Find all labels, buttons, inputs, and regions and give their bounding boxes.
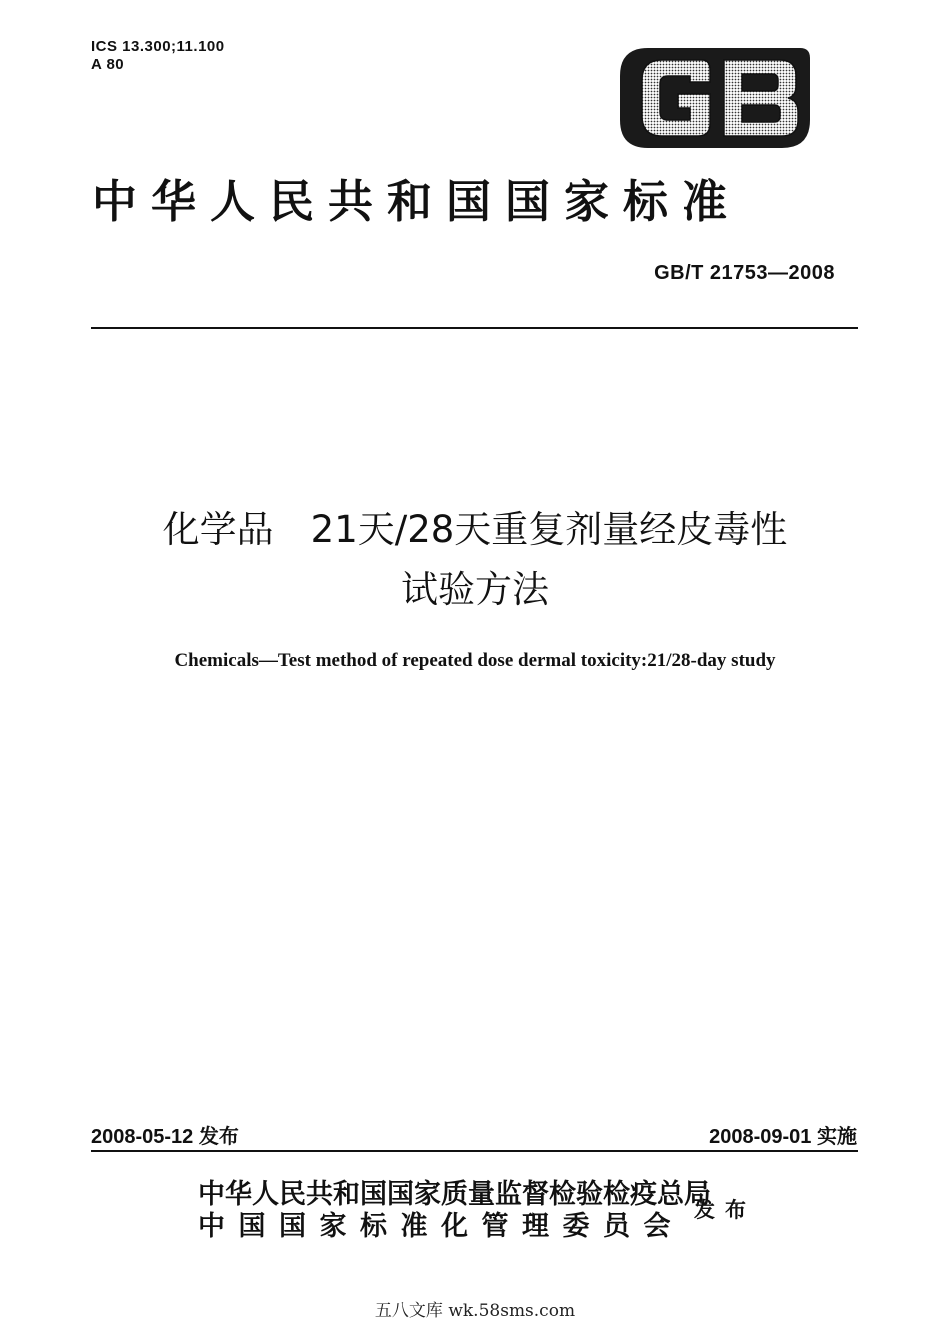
watermark-text: 五八文库 wk.58sms.com [374, 1301, 576, 1321]
footer-divider [91, 1150, 858, 1152]
document-title-cn-line1: 化学品 21天/28天重复剂量经皮毒性 [162, 508, 788, 551]
publish-label: 发布 [694, 1198, 756, 1222]
issuer-aqsiq: 中华人民共和国国家质量监督检验检疫总局 [198, 1179, 711, 1210]
gb-logo-icon [620, 48, 810, 148]
standard-number: GB/T 21753—2008 [654, 262, 835, 284]
issuer-sac: 中国国家标准化管理委员会 [198, 1211, 684, 1242]
document-title-en: Chemicals—Test method of repeated dose dermal toxicity:21/28-day study [174, 650, 776, 671]
national-standard-title: 中华人民共和国国家标准 [92, 175, 742, 228]
ccs-code: A 80 [91, 56, 125, 73]
implement-date: 2008-09-01 实施 [709, 1126, 857, 1148]
ics-code: ICS 13.300;11.100 [91, 38, 225, 55]
document-title-cn-line2: 试验方法 [401, 568, 549, 611]
issue-date: 2008-05-12 发布 [91, 1126, 239, 1148]
header-divider [91, 327, 858, 329]
